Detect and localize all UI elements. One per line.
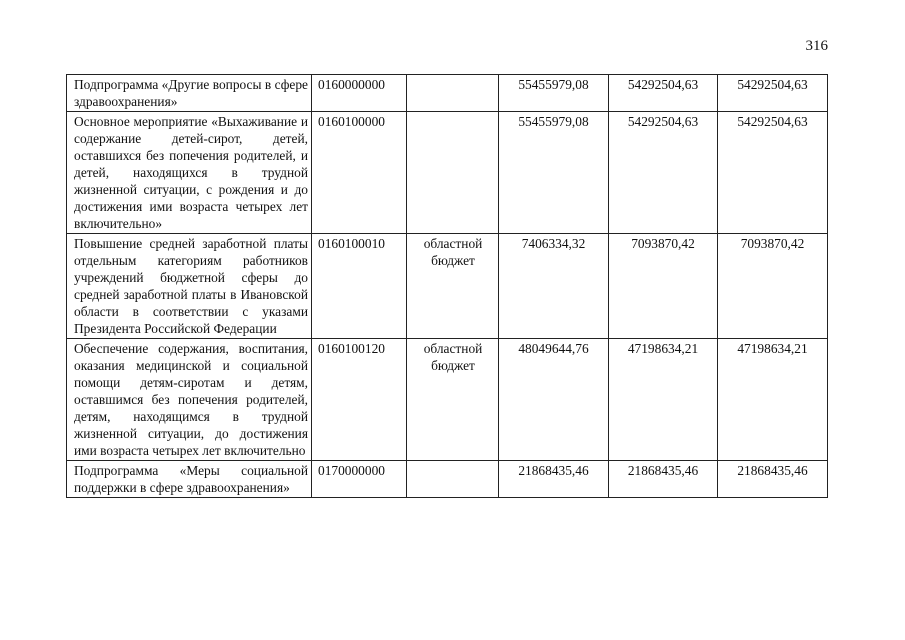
row-amount-2: 21868435,46	[609, 461, 718, 498]
row-name: Основное мероприятие «Выхаживание и содержание детей-сирот, детей, оставшихся без попечения родителей, и детей, находящихся в трудной жизненной ситуации, с рождения и до достижения ими возраста четырех лет включительно»	[67, 112, 312, 234]
row-amount-2: 54292504,63	[609, 112, 718, 234]
row-amount-3: 54292504,63	[718, 112, 828, 234]
row-amount-3: 47198634,21	[718, 339, 828, 461]
row-name: Подпрограмма «Меры социальной поддержки в сфере здравоохранения»	[67, 461, 312, 498]
row-amount-1: 48049644,76	[499, 339, 609, 461]
budget-table	[66, 74, 828, 498]
row-code: 0160100010	[312, 234, 407, 339]
page-number: 316	[805, 38, 828, 54]
table-row	[67, 461, 828, 498]
row-name: Подпрограмма «Другие вопросы в сфере здравоохранения»	[67, 75, 312, 112]
row-code: 0160100120	[312, 339, 407, 461]
row-code: 0160100000	[312, 112, 407, 234]
row-amount-3: 54292504,63	[718, 75, 828, 112]
row-code: 0160000000	[312, 75, 407, 112]
row-amount-2: 7093870,42	[609, 234, 718, 339]
table-row	[67, 112, 828, 234]
row-code: 0170000000	[312, 461, 407, 498]
row-source: областной бюджет	[407, 234, 499, 339]
row-amount-3: 21868435,46	[718, 461, 828, 498]
row-amount-1: 21868435,46	[499, 461, 609, 498]
row-amount-1: 55455979,08	[499, 75, 609, 112]
table-row	[67, 234, 828, 339]
row-amount-2: 47198634,21	[609, 339, 718, 461]
table-row	[67, 339, 828, 461]
row-source	[407, 75, 499, 112]
table-row	[67, 75, 828, 112]
row-source: областной бюджет	[407, 339, 499, 461]
row-amount-1: 55455979,08	[499, 112, 609, 234]
row-amount-3: 7093870,42	[718, 234, 828, 339]
row-source	[407, 112, 499, 234]
row-amount-2: 54292504,63	[609, 75, 718, 112]
row-source	[407, 461, 499, 498]
row-name: Обеспечение содержания, воспитания, оказания медицинской и социальной помощи детям-сиротам и детям, оставшимся без попечения родителей, детям, находящимся в трудной жизненной ситуации, до достижения ими возраста четырех лет включительно	[67, 339, 312, 461]
row-name: Повышение средней заработной платы отдельным категориям работников учреждений бюджетной сферы до средней заработной платы в Ивановской области в соответствии с указами Президента Российской Федерации	[67, 234, 312, 339]
row-amount-1: 7406334,32	[499, 234, 609, 339]
